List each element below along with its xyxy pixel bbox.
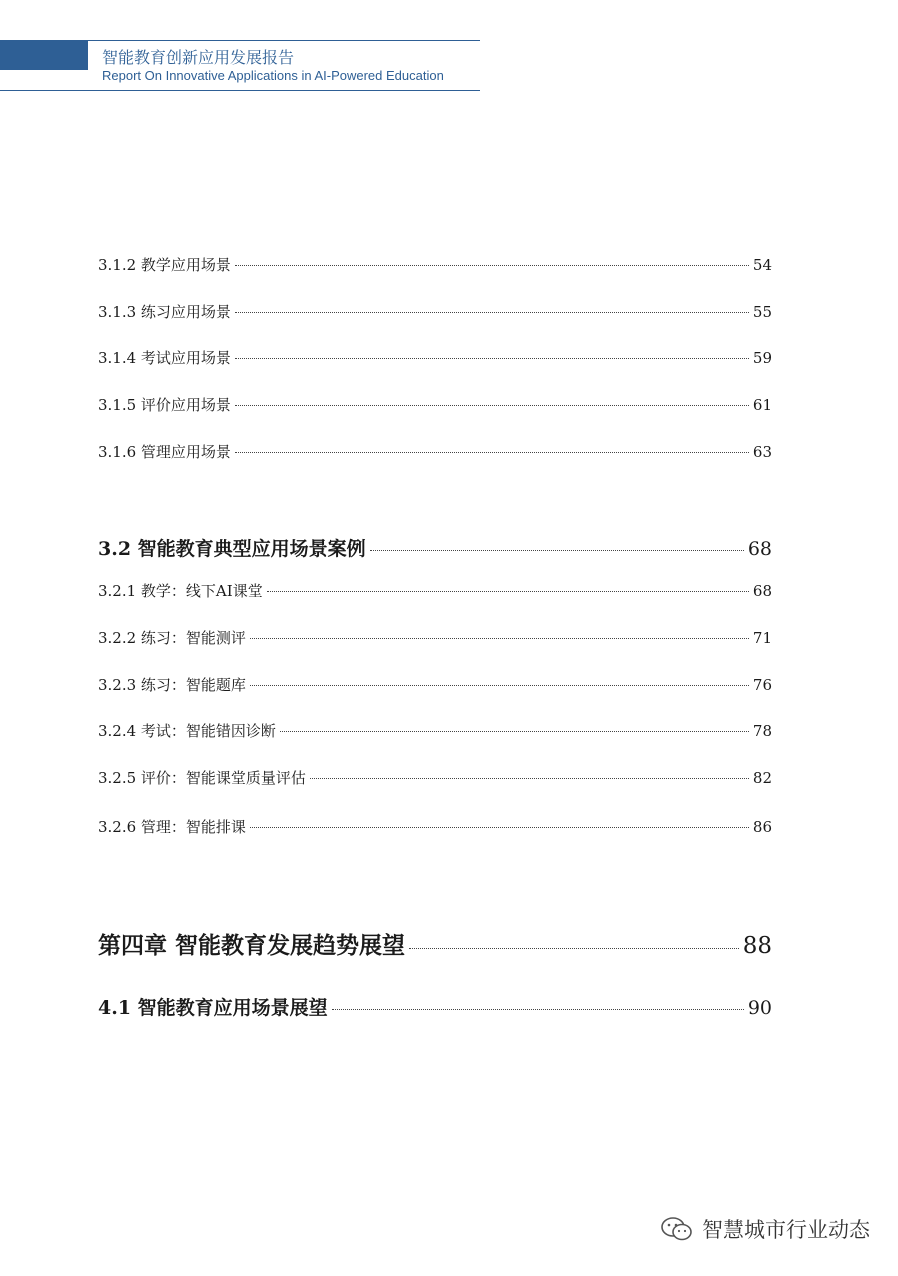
toc-entry[interactable] — [98, 720, 772, 741]
toc-dot-leader — [235, 265, 749, 266]
toc-entry-page: 54 — [752, 256, 772, 274]
toc-entry-page: 78 — [752, 722, 772, 740]
toc-dot-leader — [370, 550, 744, 551]
toc-entry-label: 3.1.3 练习应用场景 — [98, 303, 231, 321]
toc-entry-label: 3.2.3 练习：智能题库 — [98, 676, 246, 694]
toc-section-entry[interactable] — [98, 993, 772, 1020]
toc-entry[interactable] — [98, 347, 772, 368]
toc-entry[interactable] — [98, 301, 772, 322]
toc-entry-page: 86 — [752, 818, 772, 836]
toc-entry[interactable] — [98, 767, 772, 788]
toc-entry-label: 3.2.2 练习：智能测评 — [98, 629, 246, 647]
toc-entry-page: 88 — [742, 933, 772, 959]
header-top-rule — [88, 40, 480, 41]
toc-entry-page: 55 — [752, 303, 772, 321]
toc-entry-label: 3.2 智能教育典型应用场景案例 — [98, 538, 366, 560]
header-title-cn: 智能教育创新应用发展报告 — [102, 48, 295, 67]
toc-dot-leader — [250, 827, 749, 828]
toc-entry-page: 68 — [747, 538, 772, 560]
toc-entry[interactable] — [98, 674, 772, 695]
watermark-text: 智慧城市行业动态 — [702, 1218, 870, 1242]
toc-entry-label: 3.1.2 教学应用场景 — [98, 256, 231, 274]
toc-entry-label: 3.1.6 管理应用场景 — [98, 443, 231, 461]
toc-entry-page: 68 — [752, 582, 772, 600]
toc-dot-leader — [332, 1009, 744, 1010]
page-header — [0, 0, 480, 92]
toc-entry[interactable] — [98, 627, 772, 648]
toc-dot-leader — [250, 638, 749, 639]
header-bottom-rule — [0, 90, 480, 91]
toc-entry-page: 76 — [752, 676, 772, 694]
toc-entry-page: 82 — [752, 769, 772, 787]
toc-entry[interactable] — [98, 394, 772, 415]
toc-entry-label: 3.1.5 评价应用场景 — [98, 396, 231, 414]
toc-entry-label: 3.2.1 教学：线下AI课堂 — [98, 582, 263, 600]
toc-dot-leader — [267, 591, 749, 592]
toc-entry-label: 第四章 智能教育发展趋势展望 — [98, 932, 406, 959]
toc-entry-label: 4.1 智能教育应用场景展望 — [98, 997, 328, 1019]
toc-dot-leader — [280, 731, 749, 732]
toc-entry-page: 90 — [747, 997, 772, 1019]
toc-entry[interactable] — [98, 580, 772, 601]
toc-dot-leader — [235, 312, 749, 313]
toc-entry-page: 63 — [752, 443, 772, 461]
toc-entry-label: 3.2.4 考试：智能错因诊断 — [98, 722, 276, 740]
toc-entry-page: 61 — [752, 396, 772, 414]
watermark — [660, 1214, 870, 1244]
toc-entry-label: 3.1.4 考试应用场景 — [98, 349, 231, 367]
toc-dot-leader — [235, 452, 749, 453]
toc-entry[interactable] — [98, 816, 772, 837]
toc-dot-leader — [250, 685, 749, 686]
toc-dot-leader — [310, 778, 749, 779]
toc-dot-leader — [409, 948, 739, 949]
toc-entry-page: 71 — [752, 629, 772, 647]
header-accent-bar — [0, 40, 88, 70]
toc-chapter-entry[interactable] — [98, 927, 772, 960]
toc-entry[interactable] — [98, 441, 772, 462]
toc-entry-label: 3.2.5 评价：智能课堂质量评估 — [98, 769, 306, 787]
toc-entry[interactable] — [98, 254, 772, 275]
toc-entry-label: 3.2.6 管理：智能排课 — [98, 818, 246, 836]
toc-dot-leader — [235, 358, 749, 359]
wechat-icon — [660, 1215, 694, 1243]
header-title-en: Report On Innovative Applications in AI-Powered Education — [102, 68, 444, 83]
toc-entry-page: 59 — [752, 349, 772, 367]
toc-dot-leader — [235, 405, 749, 406]
toc-section-entry[interactable] — [98, 534, 772, 561]
